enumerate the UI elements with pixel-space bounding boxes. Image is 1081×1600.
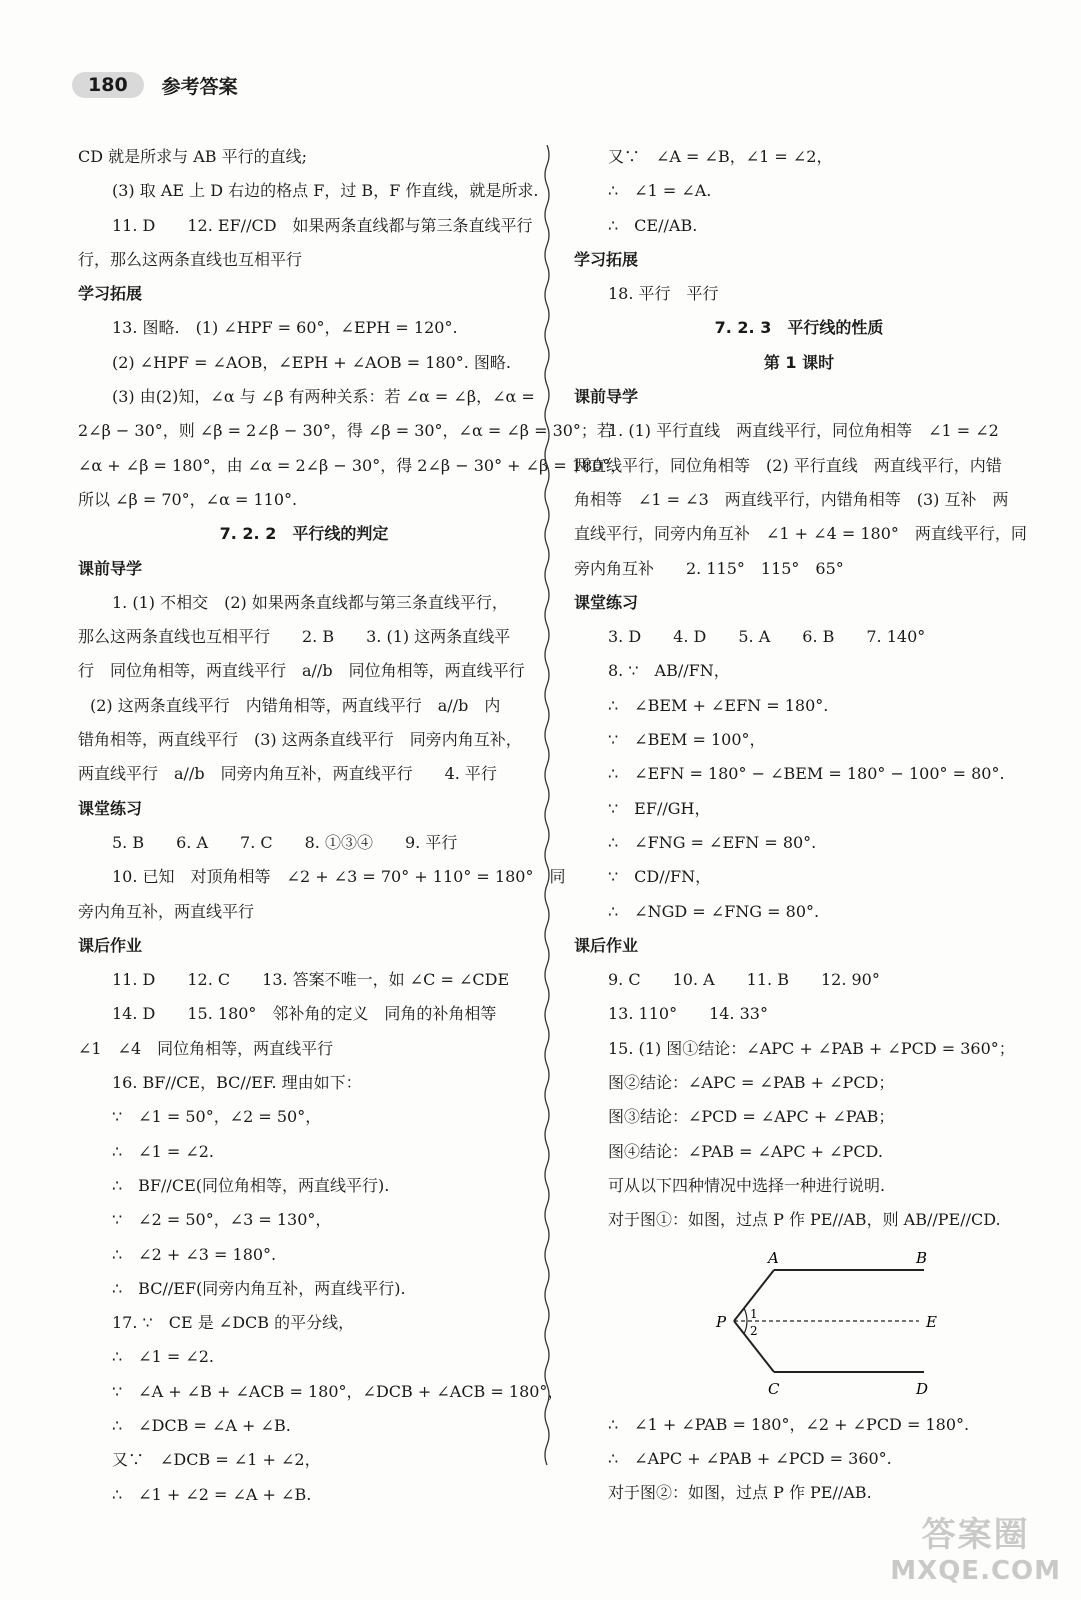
parallel-lines-figure	[574, 1238, 1024, 1408]
section-heading: 学习拓展	[78, 284, 143, 304]
label-e: E	[926, 1312, 937, 1331]
text-line: 旁内角互补，两直线平行	[78, 901, 255, 921]
text-line: ∵ ∠BEM = 100°，	[608, 730, 766, 750]
section-heading: 课后作业	[574, 935, 639, 955]
section-heading: 学习拓展	[574, 249, 639, 269]
text-line: 对于图②：如图，过点 P 作 PE//AB.	[608, 1483, 872, 1503]
text-line: ∠1 ∠4 同位角相等，两直线平行	[78, 1038, 334, 1058]
label-d: D	[916, 1379, 929, 1398]
text-line: ∴ CE//AB.	[608, 215, 698, 235]
right-column-bottom	[574, 1408, 1024, 1511]
text-line: 又∵ ∠A = ∠B，∠1 = ∠2，	[608, 147, 833, 166]
text-line: 8. ∵ AB//FN，	[608, 661, 730, 681]
text-line: 所以 ∠β = 70°，∠α = 110°.	[78, 489, 298, 509]
text-line: 10. 已知 对顶角相等 ∠2 + ∠3 = 70° + 110° = 180° 同	[112, 867, 566, 887]
text-line: ∴ ∠1 + ∠PAB = 180°，∠2 + ∠PCD = 180°.	[608, 1414, 970, 1434]
text-line: (3) 由(2)知，∠α 与 ∠β 有两种关系：若 ∠α = ∠β，∠α =	[112, 387, 535, 407]
text-line: 16. BF//CE，BC//EF. 理由如下：	[112, 1073, 362, 1093]
page-header	[72, 68, 238, 102]
text-line: ∴ ∠2 + ∠3 = 180°.	[112, 1244, 277, 1264]
page-number: 180	[72, 72, 144, 98]
text-line: ∴ BC//EF(同旁内角互补，两直线平行).	[112, 1278, 406, 1298]
text-line: ∴ ∠FNG = ∠EFN = 80°.	[608, 832, 817, 852]
text-line: 角相等 ∠1 = ∠3 两直线平行，内错角相等 (3) 互补 两	[574, 489, 1009, 509]
chapter-title: 7. 2. 2 平行线的判定	[219, 524, 389, 544]
text-line: 17. ∵ CE 是 ∠DCB 的平分线，	[112, 1313, 355, 1333]
text-line: 1. (1) 平行直线 两直线平行，同位角相等 ∠1 = ∠2	[608, 421, 999, 441]
text-line: (3) 取 AE 上 D 右边的格点 F，过 B，F 作直线，就是所求.	[112, 181, 539, 201]
label-p: P	[716, 1312, 727, 1331]
text-line: 行，那么这两条直线也互相平行	[78, 249, 303, 269]
label-b: B	[916, 1248, 928, 1267]
text-line: 1. (1) 不相交 (2) 如果两条直线都与第三条直线平行，	[112, 592, 508, 612]
right-column-top	[574, 140, 1027, 1238]
text-line: ∵ EF//GH，	[608, 798, 711, 818]
text-line: 旁内角互补 2. 115° 115° 65°	[574, 558, 844, 578]
text-line: ∴ ∠APC + ∠PAB + ∠PCD = 360°.	[608, 1448, 892, 1468]
text-line: 5. B 6. A 7. C 8. ①③④ 9. 平行	[112, 832, 458, 852]
text-line: 2∠β − 30°，则 ∠β = 2∠β − 30°，得 ∠β = 30°，∠α = ∠β = 30°；若	[78, 421, 613, 441]
text-line: 3. D 4. D 5. A 6. B 7. 140°	[608, 627, 926, 647]
label-a: A	[768, 1248, 779, 1267]
text-line: 13. 110° 14. 33°	[608, 1004, 768, 1024]
text-line: ∵ ∠1 = 50°，∠2 = 50°，	[112, 1107, 322, 1127]
text-line: ∴ BF//CE(同位角相等，两直线平行).	[112, 1175, 390, 1195]
text-line: ∴ ∠EFN = 180° − ∠BEM = 180° − 100° = 80°.	[608, 764, 1005, 784]
text-line: CD 就是所求与 AB 平行的直线;	[78, 147, 308, 166]
left-column	[78, 140, 627, 1512]
text-line: (2) ∠HPF = ∠AOB，∠EPH + ∠AOB = 180°. 图略.	[112, 352, 511, 372]
text-line: 错角相等，两直线平行 (3) 这两条直线平行 同旁内角互补，	[78, 730, 522, 750]
text-line: ∠α + ∠β = 180°，由 ∠α = 2∠β − 30°，得 2∠β − 30° + ∠β = 180°，	[78, 455, 627, 475]
watermark-logo-text: 答案圈	[921, 1515, 1030, 1555]
text-line: 18. 平行 平行	[608, 284, 719, 304]
text-line: 13. 图略. (1) ∠HPF = 60°，∠EPH = 120°.	[112, 318, 458, 338]
watermark-url: MXQE.COM	[890, 1556, 1061, 1586]
text-line: 两直线平行 a//b 同旁内角互补，两直线平行 4. 平行	[78, 764, 497, 784]
text-line: 11. D 12. C 13. 答案不唯一，如 ∠C = ∠CDE	[112, 970, 510, 990]
text-line: ∴ ∠1 = ∠2.	[112, 1141, 215, 1161]
label-c: C	[768, 1379, 780, 1398]
text-line: 14. D 15. 180° 邻补角的定义 同角的补角相等	[112, 1004, 497, 1024]
text-line: ∴ ∠NGD = ∠FNG = 80°.	[608, 901, 820, 921]
text-line: 图③结论：∠PCD = ∠APC + ∠PAB；	[608, 1107, 895, 1127]
text-line: ∴ ∠1 = ∠A.	[608, 181, 712, 201]
text-line: 那么这两条直线也互相平行 2. B 3. (1) 这两条直线平	[78, 627, 511, 647]
text-line: 行 同位角相等，两直线平行 a//b 同位角相等，两直线平行	[78, 661, 525, 681]
text-line: 可从以下四种情况中选择一种进行说明.	[608, 1175, 886, 1195]
text-line: 直线平行，同旁内角互补 ∠1 + ∠4 = 180° 两直线平行，同	[574, 524, 1027, 544]
chapter-title: 第 1 课时	[763, 352, 835, 372]
text-line: 又∵ ∠DCB = ∠1 + ∠2，	[112, 1450, 321, 1470]
text-line: 对于图①：如图，过点 P 作 PE//AB，则 AB//PE//CD.	[608, 1210, 1001, 1230]
header-title: 参考答案	[161, 75, 238, 98]
section-heading: 课堂练习	[78, 798, 143, 818]
text-line: 图④结论：∠PAB = ∠APC + ∠PCD.	[608, 1141, 883, 1161]
right-column	[574, 140, 1027, 1510]
text-line: ∵ ∠A + ∠B + ∠ACB = 180°，∠DCB + ∠ACB = 180°，	[112, 1381, 564, 1401]
label-angle-1: 1	[750, 1306, 758, 1321]
text-line: 11. D 12. EF//CD 如果两条直线都与第三条直线平行	[112, 215, 533, 235]
text-line: ∵ CD//FN，	[608, 867, 712, 887]
watermark	[890, 1507, 1061, 1586]
chapter-title: 7. 2. 3 平行线的性质	[714, 318, 884, 338]
section-heading: 课前导学	[78, 558, 143, 578]
text-line: ∴ ∠1 = ∠2.	[112, 1347, 215, 1367]
text-line: ∴ ∠BEM + ∠EFN = 180°.	[608, 695, 829, 715]
section-heading: 课堂练习	[574, 592, 639, 612]
label-angle-2: 2	[750, 1323, 758, 1338]
text-line: 15. (1) 图①结论：∠APC + ∠PAB + ∠PCD = 360°；	[608, 1038, 1015, 1058]
text-line: 两直线平行，同位角相等 (2) 平行直线 两直线平行，内错	[574, 455, 1002, 475]
text-line: 9. C 10. A 11. B 12. 90°	[608, 970, 880, 990]
text-line: ∴ ∠1 + ∠2 = ∠A + ∠B.	[112, 1484, 312, 1504]
text-line: ∵ ∠2 = 50°，∠3 = 130°，	[112, 1210, 332, 1230]
section-heading: 课前导学	[574, 387, 639, 407]
column-divider	[540, 145, 554, 1470]
text-line: ∴ ∠DCB = ∠A + ∠B.	[112, 1415, 291, 1435]
text-line: (2) 这两条直线平行 内错角相等，两直线平行 a//b 内	[90, 695, 501, 715]
figure-svg	[714, 1248, 974, 1398]
section-heading: 课后作业	[78, 935, 143, 955]
text-line: 图②结论：∠APC = ∠PAB + ∠PCD；	[608, 1073, 895, 1093]
